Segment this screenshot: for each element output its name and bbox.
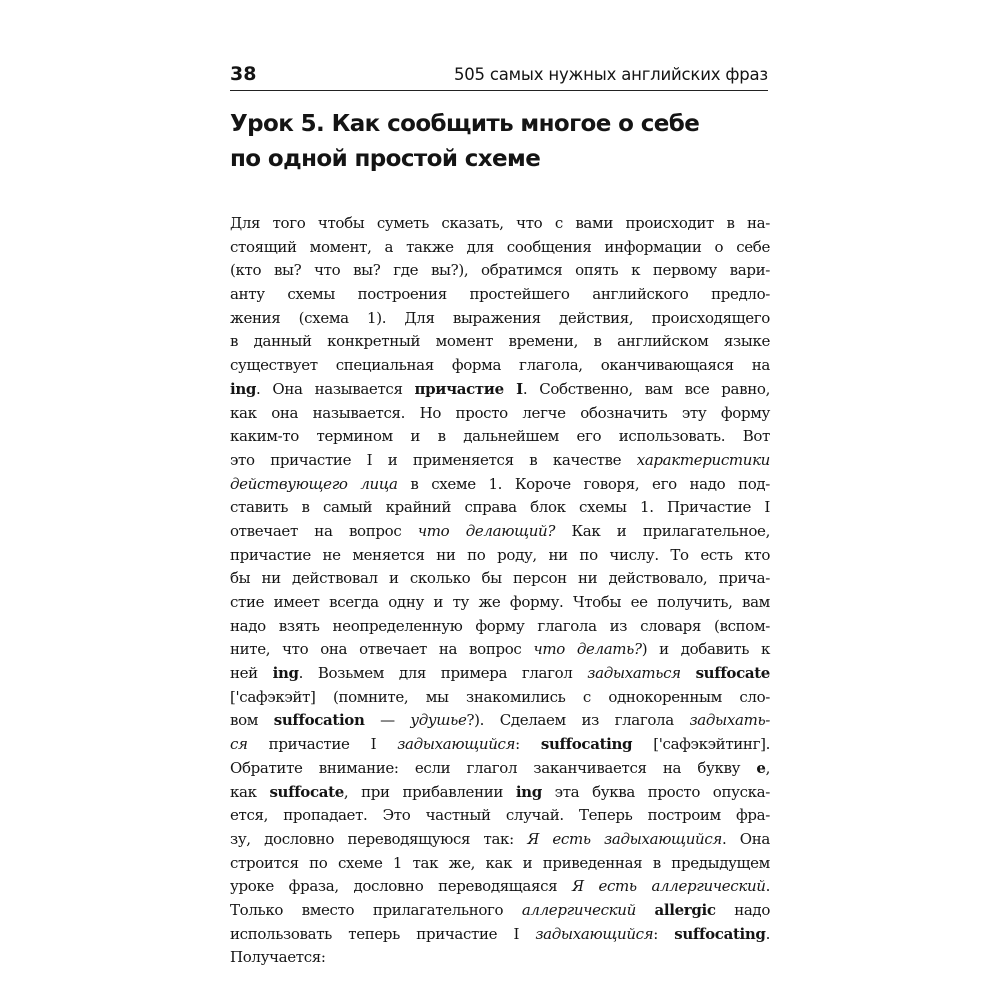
bold-term: ing (230, 379, 257, 398)
text-run: : (515, 735, 541, 754)
text-run: ['сафэкэйт] (помните, мы знакомились с однокоренным сло- (230, 687, 770, 706)
bold-term: allergic (654, 900, 716, 919)
text-run: Обратите внимание: если глагол заканчивается на букву (230, 758, 757, 777)
text-line (230, 449, 770, 473)
text-line (230, 212, 770, 236)
text-run: — (364, 711, 411, 730)
italic-phrase: ся (230, 735, 248, 754)
text-run: причастие I (247, 735, 398, 754)
text-line (230, 473, 770, 497)
text-run: в данный конкретный момент времени, в английском языке (230, 332, 770, 351)
text-run: надо взять неопределенную форму глагола из словаря (вспом- (230, 616, 770, 635)
text-line (230, 425, 770, 449)
text-run: . Собственно, вам все равно, (522, 379, 770, 398)
lesson-title-line: Урок 5. Как сообщить многое о себе (230, 111, 700, 137)
text-line (230, 686, 770, 710)
text-run: : (653, 924, 675, 943)
text-run: , при прибавлении (343, 782, 516, 801)
text-run: стие имеет всегда одну и ту же форму. Чтобы ее получить, вам (230, 593, 770, 611)
text-run (636, 901, 655, 919)
text-line (230, 804, 770, 828)
page-number: 38 (230, 63, 257, 85)
bold-term: suffocate (695, 664, 770, 683)
text-line (230, 259, 770, 283)
text-run: (кто вы? что вы? где вы?), обратимся опять к первому вари- (230, 261, 770, 280)
bold-term: e (756, 758, 766, 777)
text-line (230, 781, 770, 805)
text-line (230, 923, 770, 947)
text-line (230, 567, 770, 591)
bold-term: suffocation (273, 711, 365, 730)
text-run: ?). Сделаем из глагола (466, 711, 690, 730)
text-line (230, 378, 770, 402)
italic-phrase: задыхать- (689, 711, 770, 730)
text-line (230, 283, 770, 307)
bold-term: ing (272, 664, 299, 683)
text-run: строится по схеме 1 так же, как и приведенная в предыдущем (230, 853, 770, 872)
text-run: ется, пропадает. Это частный случай. Теперь построим фра- (230, 806, 770, 825)
text-run: Получается: (230, 948, 326, 967)
text-run: бы ни действовал и сколько бы персон ни действовало, прича- (230, 569, 770, 588)
text-line (230, 946, 770, 970)
text-line (230, 899, 770, 923)
italic-phrase: что делающий? (417, 521, 556, 540)
text-line (230, 709, 770, 733)
italic-phrase: характеристики (636, 450, 770, 469)
text-run: как (230, 782, 270, 801)
text-run: жения (схема 1). Для выражения действия, происходящего (230, 308, 770, 327)
text-line (230, 852, 770, 876)
text-run: использовать теперь причастие I (230, 924, 536, 943)
text-line (230, 496, 770, 520)
text-line (230, 662, 770, 686)
text-run: надо (715, 900, 770, 919)
italic-phrase: что делать? (533, 640, 642, 659)
lesson-title (230, 107, 770, 177)
text-line (230, 875, 770, 899)
text-run: анту схемы построения простейшего английского предло- (230, 285, 770, 304)
lesson-title-line: по одной простой схеме (230, 146, 541, 172)
italic-phrase: Я есть аллергический (572, 877, 766, 896)
italic-phrase: задыхаться (587, 664, 681, 683)
body-text (230, 212, 770, 970)
text-run (681, 664, 696, 682)
text-run: эта буква просто опуска- (541, 782, 770, 801)
text-line (230, 615, 770, 639)
text-run: ните, что она отвечает на вопрос (230, 640, 534, 659)
running-header (230, 60, 768, 91)
text-line (230, 307, 770, 331)
text-run: в схеме 1. Короче говоря, его надо под- (397, 474, 771, 493)
text-line (230, 544, 770, 568)
text-run: . Возьмем для примера глагол (298, 664, 588, 683)
text-run: вом (230, 711, 274, 730)
text-line (230, 520, 770, 544)
bold-term: suffocating (674, 924, 766, 943)
text-run: . (765, 924, 770, 943)
text-run: ней (230, 664, 273, 683)
bold-term: suffocate (269, 782, 344, 801)
text-run: отвечает на вопрос (230, 521, 418, 540)
italic-phrase: задыхающийся (397, 735, 516, 754)
text-run: стоящий момент, а также для сообщения информации о себе (230, 237, 770, 256)
text-run: . Она (721, 829, 770, 848)
text-run: как она называется. Но просто легче обозначить эту форму (230, 403, 770, 422)
text-run: каким-то термином и в дальнейшем его использовать. Вот (230, 427, 770, 446)
text-run: уроке фраза, дословно переводящаяся (230, 877, 572, 896)
text-run: ) и добавить к (641, 640, 770, 659)
text-run: ['сафэкэйтинг]. (632, 735, 770, 754)
italic-phrase: задыхающийся (535, 924, 654, 943)
running-title: 505 самых нужных английских фраз (453, 65, 768, 84)
italic-phrase: действующего лица (230, 474, 398, 493)
text-line (230, 236, 770, 260)
bold-term: suffocating (540, 735, 633, 754)
text-line (230, 591, 770, 615)
text-run: , (765, 758, 770, 777)
text-run: ставить в самый крайний справа блок схемы 1. Причастие I (230, 498, 770, 517)
text-run: Только вместо прилагательного (230, 900, 522, 919)
text-run: . Она называется (256, 379, 415, 398)
text-line (230, 757, 770, 781)
text-line (230, 733, 770, 757)
italic-phrase: аллергический (521, 900, 636, 919)
text-line (230, 402, 770, 426)
text-run: существует специальная форма глагола, оканчивающаяся на (230, 356, 770, 375)
text-line (230, 330, 770, 354)
bold-term: причастие I (414, 379, 523, 398)
bold-term: ing (515, 782, 542, 801)
text-run: зу, дословно переводящуюся так: (230, 829, 528, 848)
text-run: Для того чтобы суметь сказать, что с вами происходит в на- (230, 214, 770, 232)
text-run: причастие не меняется ни по роду, ни по числу. То есть кто (230, 545, 770, 564)
italic-phrase: Я есть задыхающийся (527, 829, 722, 848)
text-run: . (765, 877, 770, 896)
text-line (230, 354, 770, 378)
text-line (230, 828, 770, 852)
text-run: Как и прилагательное, (555, 521, 770, 540)
text-line (230, 638, 770, 662)
text-run: это причастие I и применяется в качестве (230, 450, 637, 469)
italic-phrase: удушье (410, 711, 467, 730)
